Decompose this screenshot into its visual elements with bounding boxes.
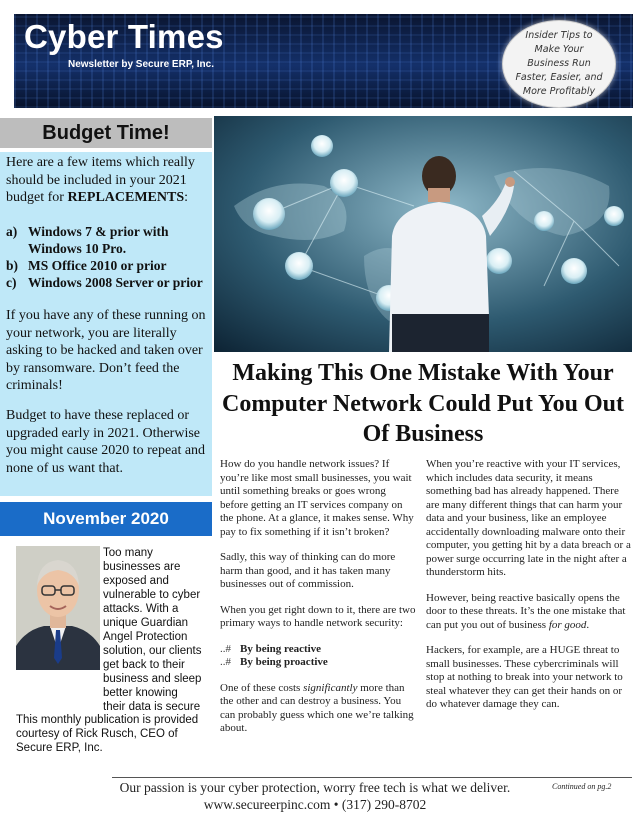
issue-date-heading: November 2020	[0, 502, 212, 536]
masthead-banner	[14, 14, 633, 108]
hero-image	[214, 116, 632, 352]
ceo-photo	[16, 546, 100, 670]
continued-note: Continued on pg.2	[552, 782, 612, 791]
newsletter-title: Cyber Times	[24, 18, 224, 55]
budget-intro: Here are a few items which really should be included in your 2021 budget for REPLACEMENTS:	[6, 155, 195, 205]
courtesy-note: This monthly publication is provided courtesy of Rick Rusch, CEO of Secure ERP, Inc.	[16, 714, 199, 754]
list-item: ..# By being proactive	[220, 656, 328, 668]
budget-warning: If you have any of these running on your network, you are literally asking to be hacked and taken over by ransomware. Don’t feed the criminals!	[6, 308, 206, 393]
bio-text-wrap	[103, 546, 203, 714]
list-item: a) Windows 7 & prior with Windows 10 Pro.	[6, 224, 169, 256]
footer-contact[interactable]: www.secureerpinc.com • (317) 290-8702	[203, 797, 427, 812]
list-item: b) MS Office 2010 or prior	[6, 258, 167, 273]
tagline-badge	[502, 20, 616, 108]
newsletter-subtitle: Newsletter by Secure ERP, Inc.	[68, 59, 214, 70]
paragraph: Hackers, for example, are a HUGE threat to small businesses. These cybercriminals will stop at nothing to break into your network to steal whatever they can get their hands on or do whatever damage they can.	[426, 644, 623, 710]
budget-note: Budget to have these replaced or upgraded early in 2021. Otherwise you might cause 2020 to repeat and none of us want that.	[6, 408, 206, 476]
article-headline: Making This One Mistake With Your Computer Network Could Put You Out Of Business	[221, 360, 625, 447]
paragraph: When you’re reactive with your IT services, which includes data security, it means something bad has already happened. There are many different things that can harm your data and your business, like an employee accidentally downloading malware onto their computer, you getting hit by a data breach or a power surge occurring late in the night after a thunderstorm hits.	[426, 458, 631, 578]
network-touchscreen-illustration	[214, 116, 632, 352]
list-item: ..# By being reactive	[220, 642, 322, 655]
ceo-portrait-icon	[16, 546, 100, 670]
bio-text: Too many businesses are exposed and vulnerable to cyber attacks. With a unique Guardian Angel Protection solution, our clients get back to their business and sleep better knowing their data is secure	[103, 547, 202, 713]
paragraph: However, being reactive basically opens the door to these threats. It’s the one mistake that can put you out of business for good.	[426, 591, 626, 631]
tagline-text: Insider Tips to Make Your Business Run Faster, Easier, and More Profitably	[515, 30, 603, 97]
article-column-right	[426, 458, 632, 724]
paragraph: When you get right down to it, there are two primary ways to handle network security:	[220, 603, 416, 629]
list-item: c) Windows 2008 Server or prior	[6, 275, 203, 290]
budget-heading: Budget Time!	[0, 118, 212, 148]
footer-slogan: Our passion is your cyber protection, worry free tech is what we deliver.	[119, 780, 511, 795]
article-column-left	[220, 458, 416, 748]
paragraph: One of these costs significantly more than the other and can destroy a business. You can probably guess which one we’re talking about.	[220, 681, 414, 734]
paragraph: How do you handle network issues? If you’re like most small businesses, you wait until something breaks or goes wrong before getting an IT services company on the phone. At a glance, it makes sense. Why pay to fix something if it isn’t broken?	[220, 458, 414, 538]
paragraph: Sadly, this way of thinking can do more harm than good, and it has taken many businesses out of commission.	[220, 551, 396, 590]
footer-divider	[112, 777, 632, 778]
